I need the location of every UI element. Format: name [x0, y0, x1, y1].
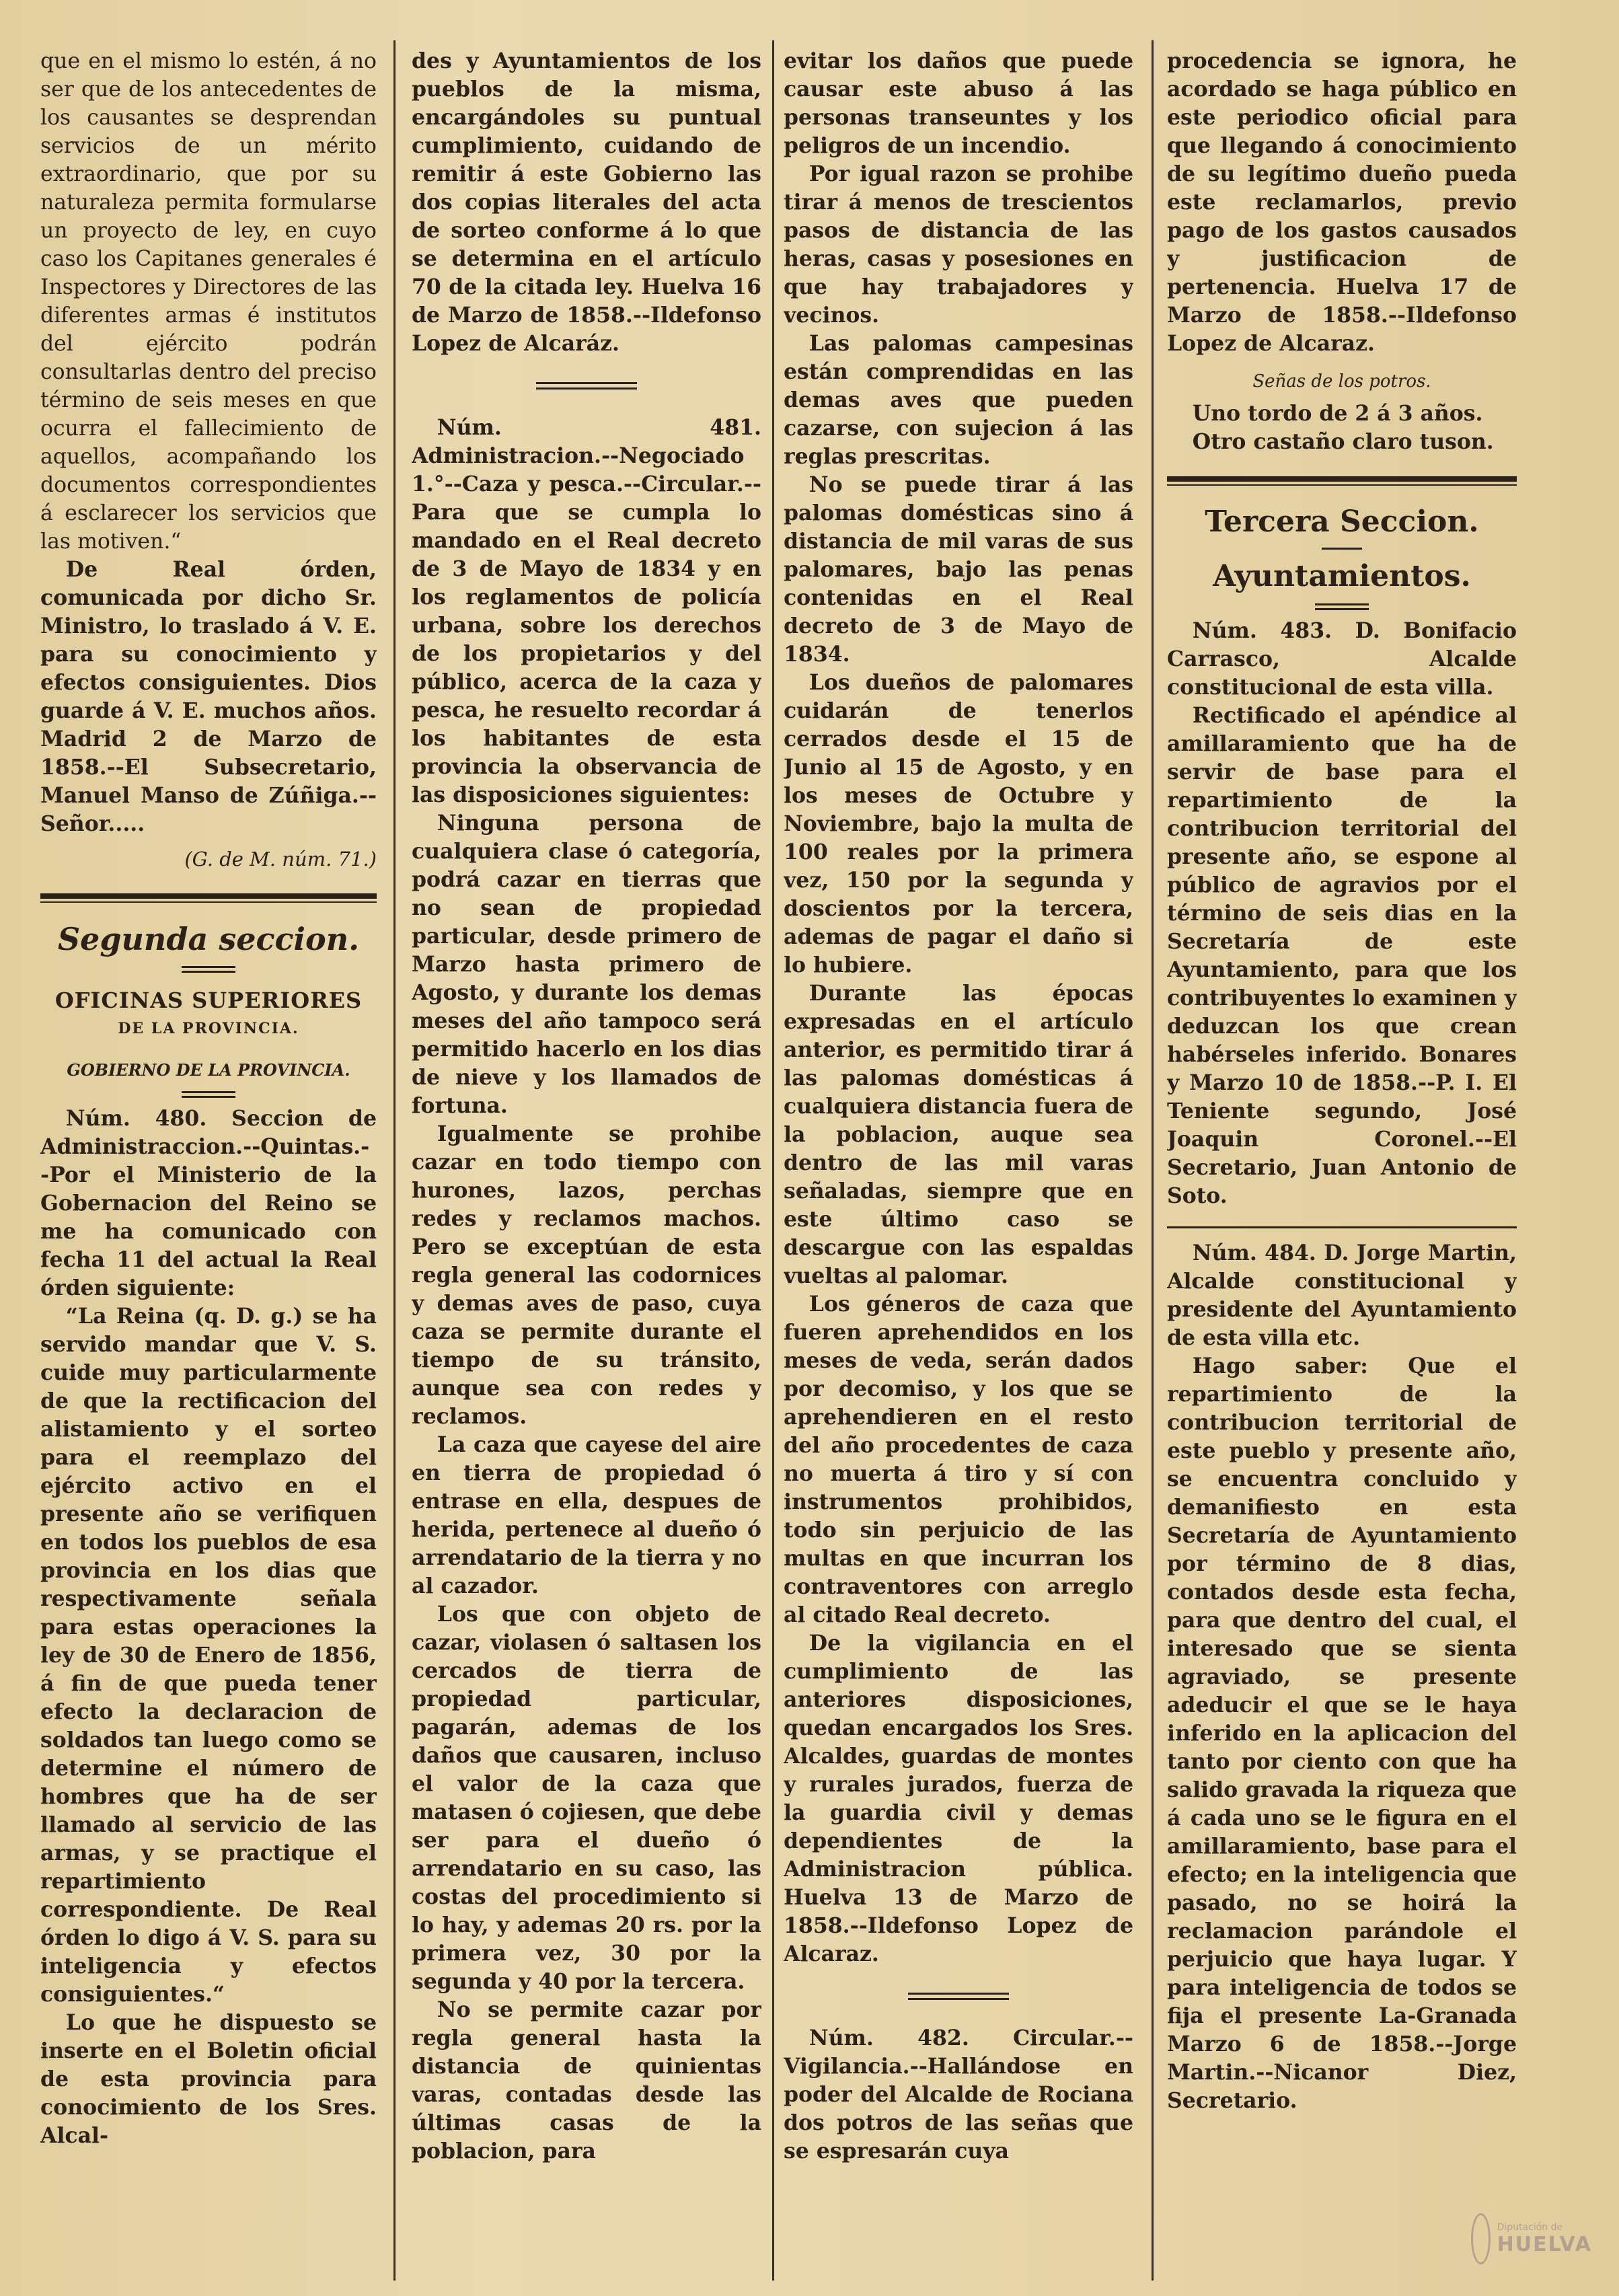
notice-heading: Seccion de Administraccion.--Quintas.--Por el Ministerio de la Gobernacion del Reino se me ha comunicado con fecha 11 del actual la Real órden siguiente:	[40, 1106, 377, 1300]
paragraph: Rectificado el apéndice al amillaramiento que ha de servir de base para el repartimiento de la contribucion territorial del presente año, se espone al público de agravios por el término de seis dias en la Secretaría de este Ayuntamiento, para que los contribuyentes lo examinen y deduzcan los que crean habérseles inferido. Bonares y Marzo 10 de 1858.--P. I. El Teniente segundo, José Joaquin Coronel.--El Secretario, Juan Antonio de Soto.	[1167, 703, 1517, 1208]
paragraph: Ninguna persona de cualquiera clase ó categoría, podrá cazar en tierras que no sean de propiedad particular, desde primero de Marzo hasta primero de Agosto, y durante los demas meses del año tampoco será permitido hacerlo en los dias de nieve y los llamados de fortuna.	[412, 811, 761, 1118]
subsection-title: OFICINAS SUPERIORES	[54, 988, 363, 1013]
notice-480	[40, 1105, 377, 1302]
paragraph: procedencia se ignora, he acordado se haga público en este periodico oficial para que llegando á conocimiento de su legítimo dueño pueda este reclamarlos, previo pago de los gastos causados y justificacion de pertenencia. Huelva 17 de Marzo de 1858.--Ildefonso Lopez de Alcaraz.	[1167, 48, 1517, 356]
subsection-title: Ayuntamientos.	[1213, 559, 1471, 593]
column-2	[412, 47, 761, 2274]
notice-number: Núm. 484.	[1192, 1240, 1316, 1265]
ornament-rule	[182, 1091, 235, 1098]
paragraph: Las palomas campesinas están comprendidas en las demas aves que pueden cazarse, con sujecion á las reglas prescritas.	[784, 331, 1133, 469]
column-1	[40, 47, 377, 2274]
ornament-rule	[1322, 548, 1362, 550]
paragraph: que en el mismo lo estén, á no ser que de los antecedentes de los causantes se desprendan servicios de un mérito extraordinario, que por su naturaleza permita formularse un proyecto de ley, en cuyo caso los Capitanes generales é Inspectores y Directores de las diferentes armas é institutos del ejército podrán consultarlas dentro del preciso término de seis meses en que ocurra el fallecimiento de aquellos, acompañando los documentos correspondientes á esclarecer los servicios que las motiven.“	[40, 49, 377, 554]
notice-483	[1167, 617, 1517, 702]
notice-number: Núm. 480.	[65, 1106, 207, 1131]
section-rule	[40, 893, 377, 903]
notice-number: Núm. 481.	[437, 415, 761, 440]
paragraph: No se puede tirar á las palomas domésticas sino á distancia de mil varas de sus palomares, bajo las penas contenidas en el Real decreto de 3 de Mayo de 1834.	[784, 472, 1133, 667]
notice-number: Núm. 483.	[1192, 618, 1332, 643]
horse-description: Uno tordo de 2 á 3 años.	[1192, 401, 1483, 426]
ornament-rule	[1315, 603, 1369, 610]
section-rule	[1167, 476, 1517, 486]
notice-heading: Circular.--Vigilancia.--Hallándose en poder del Alcalde de Rociana dos potros de las señas que se espresarán cuya	[784, 2026, 1133, 2163]
notice-number: Núm. 482.	[808, 2026, 969, 2050]
column-3	[784, 47, 1133, 2274]
paragraph: Por igual razon se prohibe tirar á menos de trescientos pasos de distancia de las heras, casas y posesiones en que hay trabajadores y vecinos.	[784, 161, 1133, 328]
paragraph: Durante las épocas expresadas en el artículo anterior, es permitido tirar á las palomas domésticas á cualquiera distancia fuera de la poblacion, auque sea dentro de las mil varas señaladas, siempre que en este último caso se descargue con las espaldas vueltas al palomar.	[784, 981, 1133, 1288]
paragraph: Hago saber: Que el repartimiento de la contribucion territorial de este pueblo y presente año, se encuentra concluido y demanifiesto en esta Secretaría de Ayuntamiento por término de 8 dias, contados desde esta fecha, para que dentro del cual, el interesado que se sienta agraviado, se presente adeducir el que se le haya inferido en la aplicacion del tanto por ciento con que ha salido gravada la riqueza que á cada uno se le figura en el amillaramiento, base para el efecto; en la inteligencia que pasado, no se hoirá la reclamacion parándole el perjuicio que haya lugar. Y para inteligencia de todos se fija el presente La-Granada Marzo 6 de 1858.--Jorge Martin.--Nicanor Diez, Secretario.	[1167, 1354, 1517, 2113]
notice-484	[1167, 1239, 1517, 1352]
paragraph: evitar los daños que puede causar este abuso á las personas transeuntes y los peligros de un incendio.	[784, 48, 1133, 158]
notice-heading: Administracion.--Negociado 1.°--Caza y pesca.--Circular.--Para que se cumpla lo mandado en el Real decreto de 3 de Mayo de 1834 y en los reglamentos de policía urbana, sobre los derechos de los propietarios y del público, acerca de la caza y pesca, he resuelto recordar á los habitantes de esta provincia la observancia de las disposiciones siguientes:	[412, 443, 761, 807]
paragraph: De la vigilancia en el cumplimiento de las anteriores disposiciones, quedan encargados los Sres. Alcaldes, guardas de montes y rurales jurados, fuerza de la guardia civil y demas dependientes de la Administracion pública. Huelva 13 de Marzo de 1858.--Ildefonso Lopez de Alcaraz.	[784, 1631, 1133, 1966]
notice-481	[412, 414, 761, 809]
paragraph: Igualmente se prohibe cazar en todo tiempo con hurones, lazos, perchas redes y reclamos machos. Pero se exceptúan de esta regla general las codornices y demas aves de paso, cuya caza se permite durante el tiempo de su tránsito, aunque sea con redes y reclamos.	[412, 1121, 761, 1429]
separator-rule	[536, 382, 637, 390]
paragraph: des y Ayuntamientos de los pueblos de la misma, encargándoles su puntual cumplimiento, cuidando de remitir á este Gobierno las dos copias literales del acta de sorteo conforme á lo que se determina en el artículo 70 de la citada ley. Huelva 16 de Marzo de 1858.--Ildefonso Lopez de Alcaráz.	[412, 48, 761, 356]
signs-heading: Señas de los potros.	[1252, 371, 1431, 392]
column-rule	[1152, 40, 1154, 2281]
paragraph: Lo que he dispuesto se inserte en el Boletin oficial de esta provincia para conocimiento de los Sres. Alcal-	[40, 2010, 377, 2148]
paragraph: “La Reina (q. D. g.) se ha servido mandar que V. S. cuide muy particularmente de que la rectificacion del alistamiento y el sorteo para el reemplazo del ejército activo en el presente año se verifiquen en todos los pueblos de esa provincia en los dias que respectivamente señala para estas operaciones la ley de 30 de Enero de 1856, á fin de que pueda tener efecto la declaracion de soldados tan luego como se determine el número de hombres que ha de ser llamado al servicio de las armas, y se practique el repartimiento correspondiente. De Real órden lo digo á V. S. para su inteligencia y efectos consiguientes.“	[40, 1304, 377, 2007]
column-rule	[393, 40, 396, 2281]
paragraph: Los géneros de caza que fueren aprehendidos en los meses de veda, serán dados por decomiso, y los que se aprehendieren en el resto del año procedentes de caza no muerta á tiro y sí con instrumentos prohibidos, todo sin perjuicio de las multas en que incurran los contraventores con arreglo al citado Real decreto.	[784, 1292, 1133, 1627]
notice-482	[784, 2024, 1133, 2165]
paragraph: De Real órden, comunicada por dicho Sr. Ministro, lo traslado á V. E. para su conocimiento y efectos consiguientes. Dios guarde á V. E. muchos años. Madrid 2 de Marzo de 1858.--El Subsecretario, Manuel Manso de Zúñiga.--Señor.....	[40, 557, 377, 836]
separator-rule	[908, 1993, 1009, 2000]
column-4	[1167, 47, 1517, 2274]
section-title: Segunda seccion.	[57, 921, 360, 957]
separator-rule	[1167, 1226, 1517, 1228]
paragraph: No se permite cazar por regla general hasta la distancia de quinientas varas, contadas desde las últimas casas de la poblacion, para	[412, 1997, 761, 2163]
paragraph: La caza que cayese del aire en tierra de propiedad ó entrase en ella, despues de herida, pertenece al dueño ó arrendatario de la tierra y no al cazador.	[412, 1432, 761, 1598]
paragraph: Los dueños de palomares cuidarán de tenerlos cerrados desde el 15 de Junio al 15 de Agosto, y en los meses de Octubre y Noviembre, bajo la multa de 100 reales por la primera vez, 150 por la segunda y doscientos por la tercera, ademas de pagar el daño si lo hubiere.	[784, 670, 1133, 977]
horse-description: Otro castaño claro tuson.	[1192, 429, 1494, 454]
subsection-subtitle: DE LA PROVINCIA.	[118, 1020, 299, 1037]
paragraph: Los que con objeto de cazar, violasen ó saltasen los cercados de tierra de propiedad particular, pagarán, ademas de los daños que causaren, incluso el valor de la caza que matasen ó cojiesen, que debe ser para el dueño ó arrendatario en su caso, las costas del procedimiento si lo hay, y ademas 20 rs. por la primera vez, 30 por la segunda y 40 por la tercera.	[412, 1602, 761, 1994]
ornament-rule	[182, 966, 235, 973]
section-title: Tercera Seccion.	[1205, 505, 1479, 539]
citation: (G. de M. núm. 71.)	[184, 848, 377, 871]
watermark-text: HUELVA	[1497, 2232, 1592, 2256]
watermark	[1471, 2209, 1592, 2269]
seal-icon	[1471, 2213, 1491, 2264]
column-rule	[772, 40, 774, 2281]
notice-heading: D. Bonifacio Carrasco, Alcalde constitucional de esta villa.	[1167, 618, 1517, 700]
watermark-small: Diputación de	[1497, 2221, 1563, 2233]
notice-heading: D. Jorge Martin, Alcalde constitucional y presidente del Ayuntamiento de esta villa etc.	[1167, 1240, 1517, 1350]
subsection-title: GOBIERNO DE LA PROVINCIA.	[67, 1060, 350, 1080]
